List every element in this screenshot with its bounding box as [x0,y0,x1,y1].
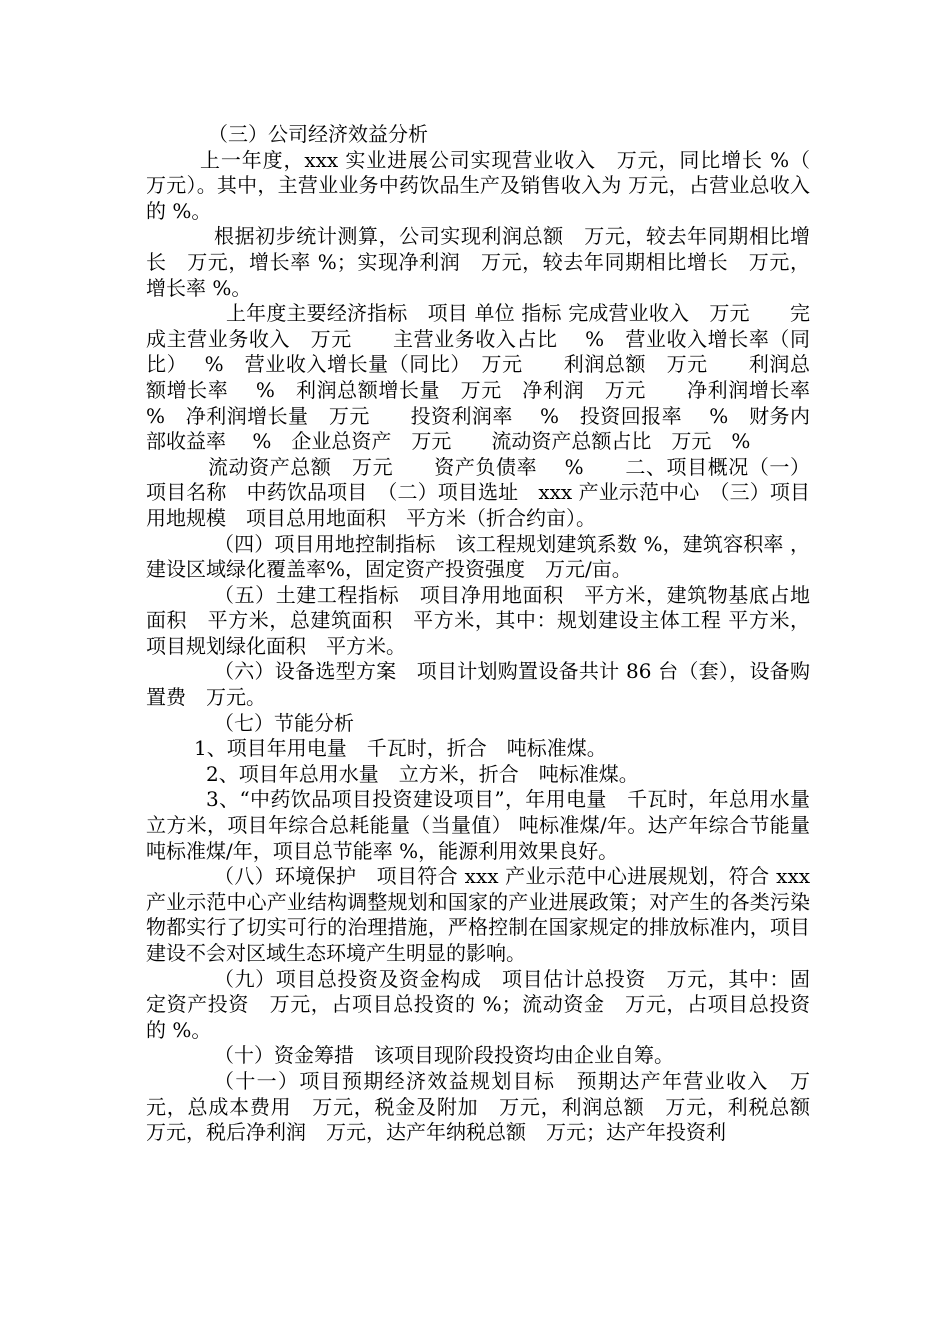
paragraph-energy-heading: （七）节能分析 [214,710,354,735]
list-item-water: 2、项目年总用水量 立方米，折合 吨标准煤。 [206,761,639,786]
paragraph-land-control: （四）项目用地控制指标 该工程规划建筑系数 %，建筑容积率 ，建设区域绿化覆盖率%，固定资产投资强度 万元/亩。 [146,531,810,582]
document-body [146,122,837,1146]
list-item-electricity: 1、项目年用电量 千瓦时，折合 吨标准煤。 [194,736,607,761]
list-item-energy-summary: 3、“中药饮品项目投资建设项目”，年用电量 千瓦时，年总用水量 立方米，项目年综合总耗能量（当量值） 吨标准煤/年。达产年综合节能量 吨标准煤/年，项目总节能率 %，能源利用效果良好。 [146,787,830,863]
paragraph-equipment: （六）设备选型方案 项目计划购置设备共计 86 台（套），设备购置费 万元。 [146,659,810,710]
section-heading-economic-analysis: （三）公司经济效益分析 [208,122,428,146]
paragraph-construction: （五）土建工程指标 项目净用地面积 平方米，建筑物基底占地面积 平方米，总建筑面积 平方米，其中：规划建设主体工程 平方米，项目规划绿化面积 平方米。 [146,582,810,658]
paragraph-economic-indicators: 上年度主要经济指标 项目 单位 指标 完成营业收入 万元 完成主营业务收入 万元 主营业务收入占比 % 营业收入增长率（同比） % 营业收入增长量（同比） 万元 利润总额 万元 利润总额增长率 % 利润总额增长量 万元 净利润 万元 净利润增长率 % 净利润增长量 万元 投资利润率 % 投资回报率 % 财务内部收益率 % 企业总资产 万元 流动资产总额占比 万元 % [146,301,837,454]
paragraph-expected-benefits: （十一）项目预期经济效益规划目标 预期达产年营业收入 万元，总成本费用 万元，税金及附加 万元，利润总额 万元，利税总额 万元，税后净利润 万元，达产年纳税总额 万元；达产年投资利 [146,1068,830,1145]
paragraph-funding: （十）资金筹措 该项目现阶段投资均由企业自筹。 [214,1043,674,1068]
paragraph-revenue: 上一年度，xxx 实业进展公司实现营业收入 万元，同比增长 %（ 万元）。其中，主营业业务中药饮品生产及销售收入为 万元，占营业总收入的 %。 [146,147,810,223]
paragraph-profit: 根据初步统计测算，公司实现利润总额 万元，较去年同期相比增长 万元，增长率 %；实现净利润 万元，较去年同期相比增长 万元，增长率 %。 [146,224,810,300]
paragraph-investment: （九）项目总投资及资金构成 项目估计总投资 万元，其中：固定资产投资 万元，占项目总投资的 %；流动资金 万元，占项目总投资的 %。 [146,966,810,1042]
paragraph-project-overview: 流动资产总额 万元 资产负债率 % 二、项目概况（一）项目名称 中药饮品项目 （二）项目选址 xxx 产业示范中心 （三）项目用地规模 项目总用地面积 平方米（折合约亩）。 [146,454,810,530]
paragraph-environment: （八）环境保护 项目符合 xxx 产业示范中心进展规划，符合 xxx 产业示范中心产业结构调整规划和国家的产业进展政策；对产生的各类污染物都实行了切实可行的治理措施，严格控制在国家规定的排放标准内，项目建设不会对区域生态环境产生明显的影响。 [146,864,810,965]
